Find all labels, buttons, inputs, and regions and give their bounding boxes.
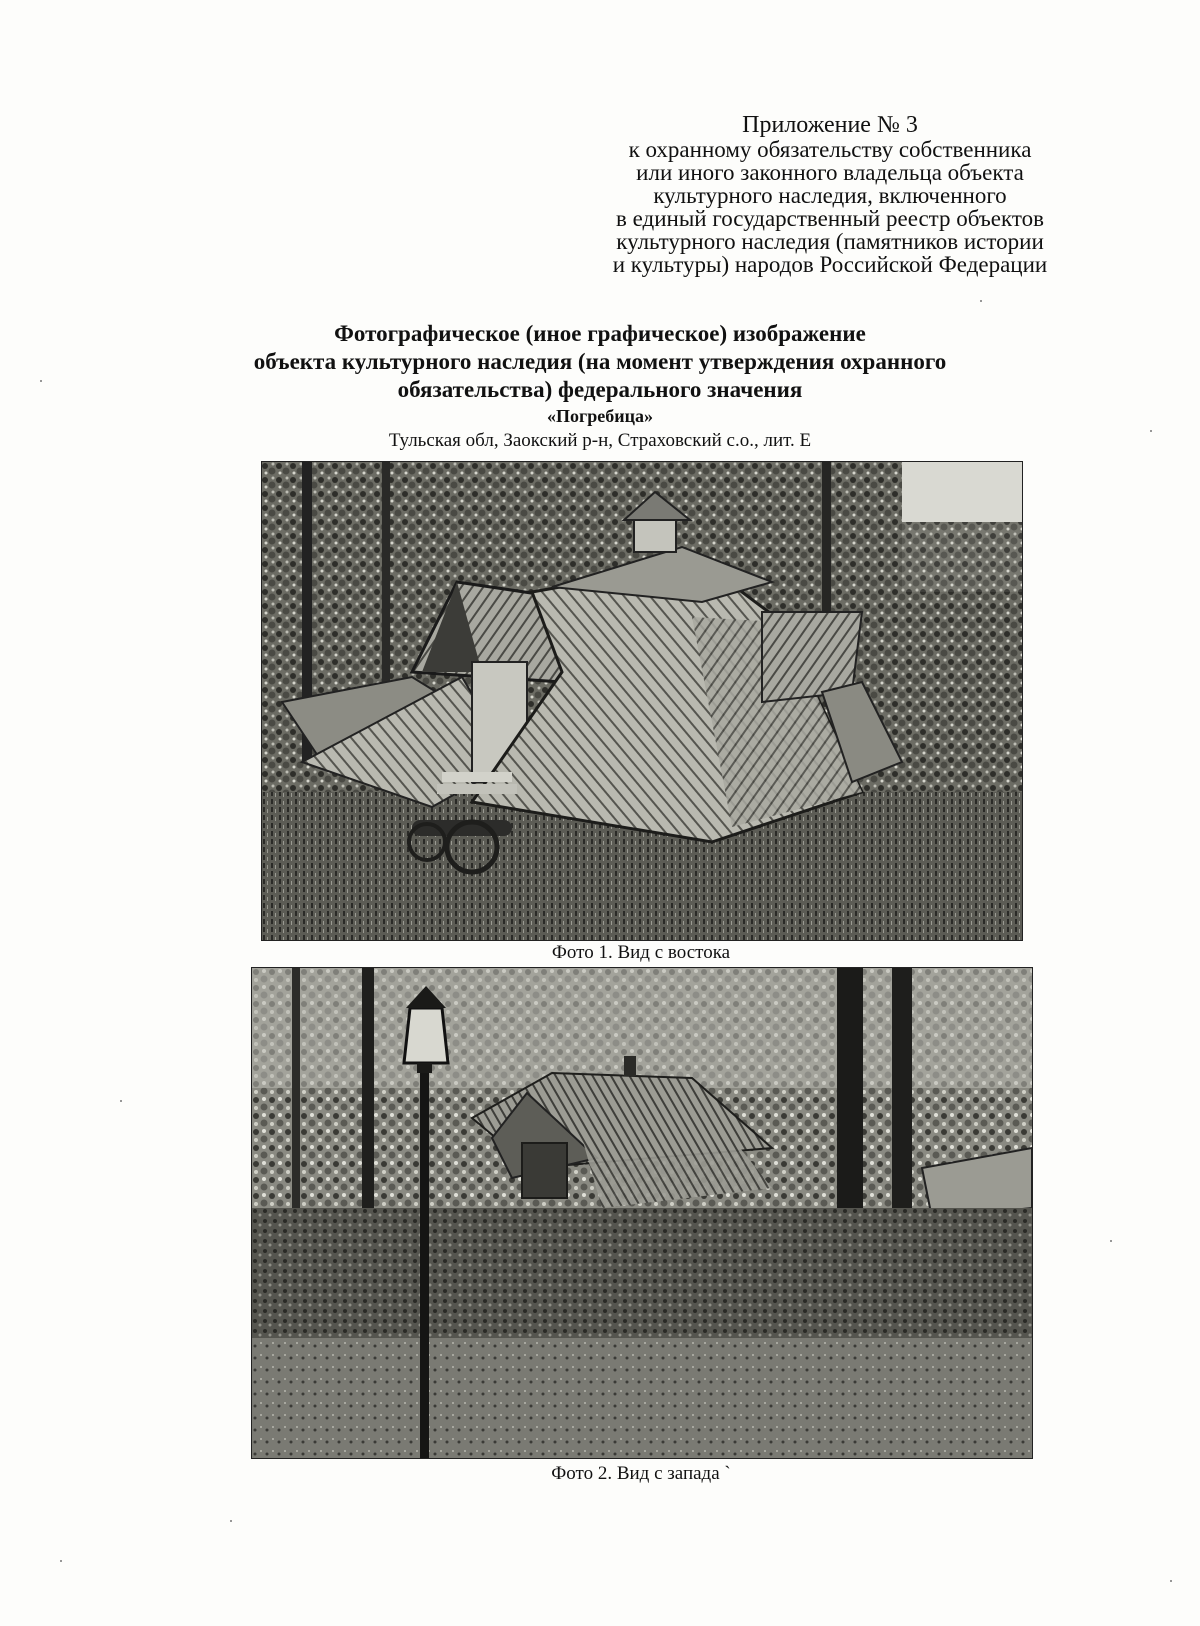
photo-east-image: [262, 462, 1022, 940]
appendix-header: [560, 114, 1100, 276]
appendix-line: к охранному обязательству собственника: [628, 137, 1032, 162]
appendix-line: в единый государственный реестр объектов: [616, 206, 1044, 231]
object-address: Тульская обл, Заокский р-н, Страховский с.о., лит. Е: [388, 430, 812, 451]
photo-west-caption: Фото 2. Вид с запада `: [551, 1463, 731, 1484]
photo-east-view: [261, 461, 1023, 941]
heading-line: Фотографическое (иное графическое) изображение: [334, 321, 866, 346]
photo-west-image: [252, 968, 1032, 1458]
heading-line: обязательства) федерального значения: [397, 377, 803, 402]
object-name: «Погребица»: [547, 406, 653, 426]
photo-east-caption: Фото 1. Вид с востока: [551, 942, 731, 963]
appendix-line: и культуры) народов Российской Федерации: [612, 252, 1048, 277]
appendix-line: культурного наследия (памятников истории: [616, 229, 1044, 254]
photo-west-view: [251, 967, 1033, 1459]
appendix-title: Приложение № 3: [742, 112, 918, 138]
document-heading: [160, 320, 1040, 452]
appendix-line: или иного законного владельца объекта: [636, 160, 1024, 185]
appendix-line: культурного наследия, включенного: [653, 183, 1007, 208]
heading-line: объекта культурного наследия (на момент утверждения охранного: [253, 349, 947, 374]
